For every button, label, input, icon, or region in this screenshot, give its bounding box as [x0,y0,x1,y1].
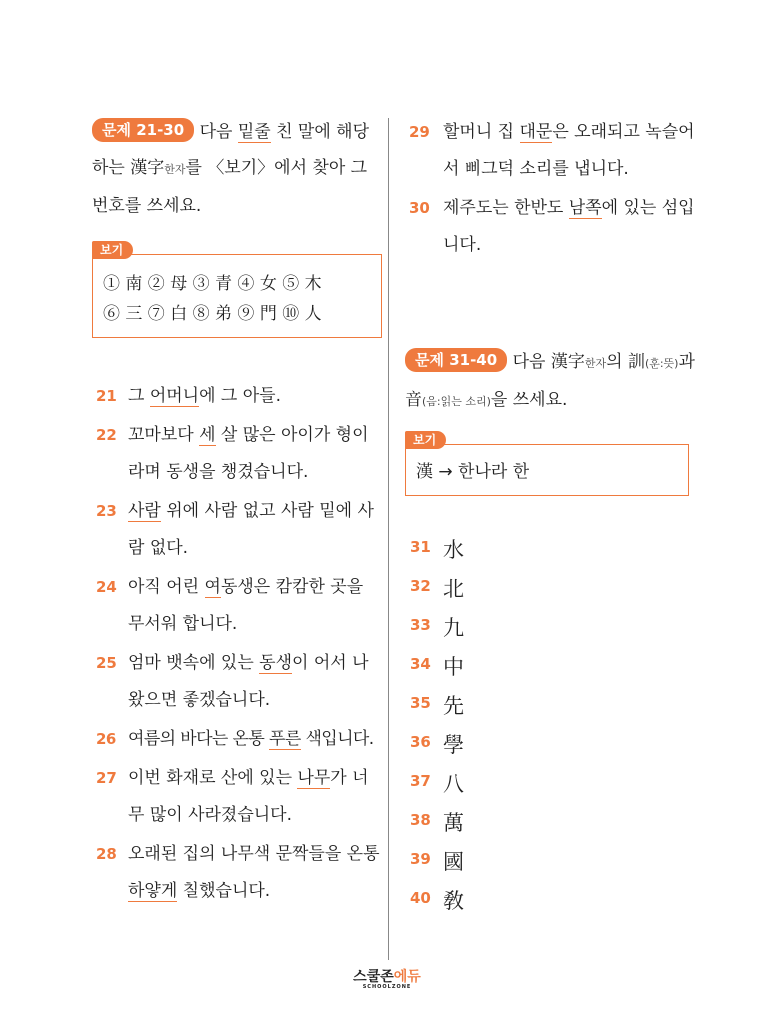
example-box-31-40 [405,433,689,496]
example-label: 보기 [92,241,133,259]
underline-example: 밑줄 [237,122,271,142]
right-column [405,114,695,924]
example-text: 漢 → 한나라 한 [416,462,530,482]
question-26: 26 여름의 바다는 온통 푸른 색입니다. [96,729,374,749]
instruction-21-30: 문제 21-30 다음 밑줄 친 말에 해당하는 漢字한자를 〈보기〉에서 찾아 그 번호를 쓰세요. [92,114,382,224]
kanji-item-37: 37 八 [410,772,464,796]
publisher-logo: 스쿨존에듀 SCHOOLZONE [353,969,421,990]
kanji-item-33: 33 九 [410,616,464,640]
instruction-31-40: 문제 31-40 다음 漢字한자의 訓(훈:뜻)과 音(음:읽는 소리)을 쓰세요. [405,344,695,420]
question-30: 30 제주도는 한반도 남쪽에 있는 섬입니다. [409,198,695,255]
question-25: 25 엄마 뱃속에 있는 동생이 어서 나왔으면 좋겠습니다. [96,653,369,710]
kanji-item-32: 32 北 [410,577,464,601]
problem-badge-31-40: 문제 31-40 [405,348,507,372]
column-divider [388,118,389,960]
kanji-item-31: 31 水 [410,538,464,562]
kanji-item-36: 36 學 [410,733,464,757]
kanji-list-31-40 [405,534,695,924]
left-column [92,114,382,910]
question-23: 23 사람 위에 사람 없고 사람 밑에 사람 없다. [96,501,374,558]
example-line-1: ① 南 ② 母 ③ 青 ④ 女 ⑤ 木 [103,274,322,294]
kanji-item-38: 38 萬 [410,811,464,835]
kanji-item-39: 39 國 [410,850,464,874]
kanji-item-34: 34 中 [410,655,464,679]
question-28: 28 오래된 집의 나무색 문짝들을 온통 하얗게 칠했습니다. [96,844,380,901]
example-box-21-30 [92,243,382,338]
example-line-2: ⑥ 三 ⑦ 白 ⑧ 弟 ⑨ 門 ⑩ 人 [103,304,322,324]
kanji-item-35: 35 先 [410,694,464,718]
kanji-item-40: 40 敎 [410,889,464,913]
question-29: 29 할머니 집 대문은 오래되고 녹슬어서 삐그덕 소리를 냅니다. [409,122,695,179]
example-label: 보기 [405,431,446,449]
question-27: 27 이번 화재로 산에 있는 나무가 너무 많이 사라졌습니다. [96,768,369,825]
question-21: 21 그 어머니에 그 아들. [96,386,282,406]
question-list-21-28 [92,378,382,910]
question-22: 22 꼬마보다 세 살 많은 아이가 형이라며 동생을 챙겼습니다. [96,425,369,482]
problem-badge-21-30: 문제 21-30 [92,118,194,142]
question-24: 24 아직 어린 여동생은 캄캄한 곳을 무서워 합니다. [96,577,364,634]
